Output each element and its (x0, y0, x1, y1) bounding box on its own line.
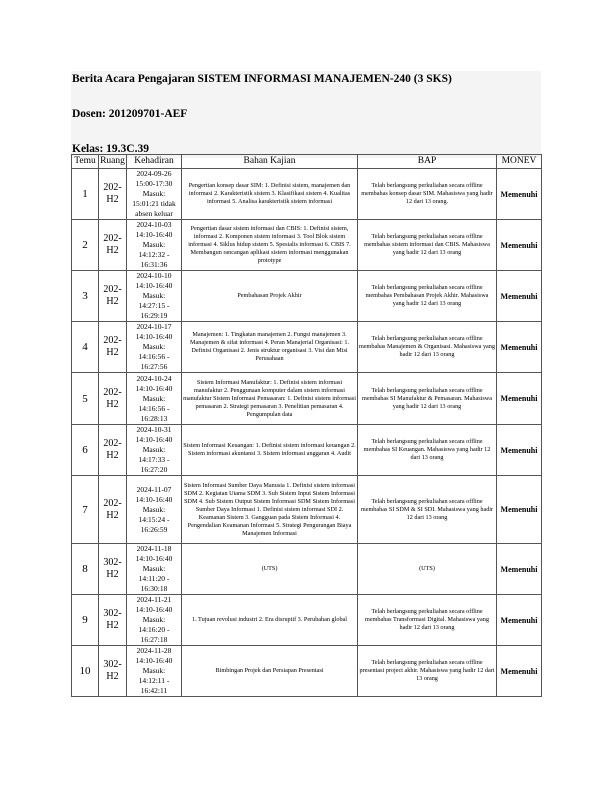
column-header-bap: BAP (358, 155, 497, 169)
attendance-line: 14:10-16:40 (135, 383, 173, 393)
attendance-line: 14:10-16:40 (135, 554, 173, 563)
meeting-number-cell: 2 (72, 220, 99, 271)
table-row (72, 544, 542, 595)
attendance-line: 2024-11-18 (136, 544, 172, 553)
class-line: Kelas: 19.3C.39 (72, 143, 149, 155)
room-cell: 302-H2 (99, 544, 127, 595)
attendance-line: 14:17:33 - (138, 455, 170, 464)
attendance-line: Masuk: (142, 240, 166, 249)
monev-cell: Memenuhi (497, 544, 542, 595)
monev-cell: Memenuhi (497, 646, 542, 697)
attendance-line: 16:27:20 (140, 465, 168, 474)
room-cell: 202-H2 (99, 476, 127, 544)
monev-cell: Memenuhi (497, 322, 542, 373)
monev-cell: Memenuhi (497, 373, 542, 425)
bap-cell: Telah berlangsung perkuliahan secara offline membahas SI Keuangan. Mahasiswa yang hadir 12 dari 13 orang (358, 425, 497, 476)
attendance-line: 16:31:36 (140, 260, 168, 269)
monev-cell: Memenuhi (497, 271, 542, 322)
document-header (71, 71, 541, 158)
attendance-line: 2024-09-26 (136, 169, 172, 178)
attendance-line: 2024-10-03 (136, 220, 172, 229)
attendance-line: 14:11:20 - (138, 574, 170, 583)
attendance-cell (127, 544, 182, 595)
bap-cell: Telah berlangsung perkuliahan secara offline membahas Transformasi Digital. Mahasiswa yang hadir 12 dari 13 orang (358, 595, 497, 646)
room-cell: 202-H2 (99, 169, 127, 220)
attendance-cell (127, 169, 182, 220)
teaching-log-table (71, 154, 542, 697)
attendance-line: absen keluar (135, 209, 173, 218)
attendance-cell (127, 271, 182, 322)
attendance-line: 14:12:11 - (138, 676, 170, 685)
column-header-ruang: Ruang (99, 155, 127, 169)
attendance-line: 16:28:13 (140, 413, 168, 423)
study-material-cell: Pengertian dasar sistem informasi dan CBIS: 1. Definisi sistem, informasi 2. Komponen sistem informasi 3. Tool Blok sistem informasi 4. Siklus hidup sistem 5. Spesialis informasi 6. CBIS 7. Membangun rancangan aplikasi sistem informasi menggunakan prototype (182, 220, 358, 271)
attendance-line: 14:10-16:40 (135, 230, 173, 239)
table-row (72, 169, 542, 220)
attendance-line: 14:10-16:40 (135, 605, 173, 614)
attendance-line: 14:12:32 - (138, 250, 170, 259)
attendance-line: 2024-11-28 (136, 646, 172, 655)
study-material-cell: Sistem Informasi Sumber Daya Manusia 1. Definisi sistem informasi SDM 2. Kegiatan Utama SDM 3. Sub Sistem Input Sistem Informasi SDM 4. Sub Sistem Output Sistem Informasi SDM Sistem Informasi Sumber Daya Informasi 1. Definisi sistem informasi SDI 2. Keamanan Sistem 3. Gangguan pada Sistem Informasi 4. Pengendalian Keamanan Informasi 5. Strategi Pengurangan Biaya Manajemen Informasi (182, 476, 358, 544)
attendance-line: 14:10-16:40 (135, 435, 173, 444)
attendance-line: 14:10-16:40 (135, 656, 173, 665)
table-row (72, 476, 542, 544)
monev-cell: Memenuhi (497, 425, 542, 476)
table-header-row (72, 155, 542, 169)
study-material-cell: 1. Tujuan revolusi industri 2. Era disruptif 3. Perubahan global (182, 595, 358, 646)
attendance-cell (127, 646, 182, 697)
bap-cell: Telah berlangsung perkuliahan secara offline membahas Manajemen & Organisasi. Mahasiswa yang hadir 12 dari 13 orang (358, 322, 497, 373)
bap-cell: Telah berlangsung perkuliahan secara offline membahas sistem informasi dan CBIS. Mahasiswa yang hadir 12 dari 13 orang (358, 220, 497, 271)
monev-cell: Memenuhi (497, 595, 542, 646)
attendance-cell (127, 476, 182, 544)
meeting-number-cell: 4 (72, 322, 99, 373)
attendance-line: 2024-10-24 (136, 373, 172, 383)
attendance-line: 16:27:18 (140, 635, 168, 644)
attendance-line: Masuk: (142, 504, 166, 514)
table-row (72, 373, 542, 425)
attendance-cell (127, 425, 182, 476)
room-cell: 302-H2 (99, 646, 127, 697)
bap-cell: Telah berlangsung perkuliahan secara offline membahas SI Manufaktur & Pemasaran. Mahasiswa yang hadir 12 dari 13 orang (358, 373, 497, 425)
room-cell: 202-H2 (99, 373, 127, 425)
room-cell: 302-H2 (99, 595, 127, 646)
table-row (72, 425, 542, 476)
meeting-number-cell: 7 (72, 476, 99, 544)
room-cell: 202-H2 (99, 425, 127, 476)
attendance-line: 2024-10-10 (136, 271, 172, 280)
meeting-number-cell: 5 (72, 373, 99, 425)
attendance-line: 14:10-16:40 (135, 281, 173, 290)
meeting-number-cell: 8 (72, 544, 99, 595)
meeting-number-cell: 1 (72, 169, 99, 220)
column-header-bahan-kajian: Bahan Kajian (182, 155, 358, 169)
attendance-line: 2024-11-21 (136, 595, 172, 604)
study-material-cell: Bimbingan Projek dan Persiapan Presentasi (182, 646, 358, 697)
attendance-line: 15:01:21 tidak (132, 199, 176, 208)
table-row (72, 595, 542, 646)
table-row (72, 322, 542, 373)
meeting-number-cell: 6 (72, 425, 99, 476)
attendance-line: 14:10-16:40 (135, 494, 173, 504)
table-row (72, 646, 542, 697)
bap-cell: Telah berlangsung perkuliahan secara offline membahas konsep dasar SIM. Mahasiswa yang hadir 12 dari 13 orang. (358, 169, 497, 220)
attendance-line: Masuk: (142, 189, 166, 198)
room-cell: 202-H2 (99, 220, 127, 271)
attendance-line: 14:16:56 - (138, 352, 170, 361)
attendance-line: 16:26:59 (140, 524, 168, 534)
monev-cell: Memenuhi (497, 169, 542, 220)
attendance-line: 16:42:11 (140, 686, 168, 695)
attendance-cell (127, 595, 182, 646)
attendance-line: Masuk: (142, 393, 166, 403)
table-body (72, 169, 542, 697)
room-cell: 202-H2 (99, 322, 127, 373)
attendance-cell (127, 322, 182, 373)
monev-cell: Memenuhi (497, 476, 542, 544)
meeting-number-cell: 3 (72, 271, 99, 322)
study-material-cell: Sistem Informasi Keuangan: 1. Definisi sistem informasi keuangan 2. Sistem informasi akuntansi 3. Sistem informasi anggaran 4. Audit (182, 425, 358, 476)
attendance-cell (127, 373, 182, 425)
attendance-line: 16:27:56 (140, 362, 168, 371)
attendance-line: 14:15:24 - (138, 514, 170, 524)
attendance-line: 14:16:20 - (138, 625, 170, 634)
attendance-line: Masuk: (142, 615, 166, 624)
column-header-monev: MONEV (497, 155, 542, 169)
document-title: Berita Acara Pengajaran SISTEM INFORMASI MANAJEMEN-240 (3 SKS) (72, 73, 452, 85)
table-row (72, 220, 542, 271)
attendance-line: 14:16:56 - (138, 403, 170, 413)
study-material-cell: Pembahasan Projek Akhir (182, 271, 358, 322)
attendance-line: 16:30:18 (140, 584, 168, 593)
attendance-line: Masuk: (142, 342, 166, 351)
attendance-line: 15:00-17:30 (135, 179, 173, 188)
attendance-line: 2024-11-07 (136, 484, 172, 494)
attendance-line: 2024-10-17 (136, 322, 172, 331)
bap-cell: Telah berlangsung perkuliahan secara offline membahas SI SDM & SI SDI. Mahasiswa yang hadir 12 dari 13 orang (358, 476, 497, 544)
meeting-number-cell: 9 (72, 595, 99, 646)
column-header-kehadiran: Kehadiran (127, 155, 182, 169)
room-cell: 202-H2 (99, 271, 127, 322)
study-material-cell: (UTS) (182, 544, 358, 595)
attendance-line: Masuk: (142, 291, 166, 300)
attendance-cell (127, 220, 182, 271)
attendance-line: 14:27:15 - (138, 301, 170, 310)
attendance-line: 14:10-16:40 (135, 332, 173, 341)
attendance-line: Masuk: (142, 564, 166, 573)
attendance-line: 2024-10-31 (136, 425, 172, 434)
study-material-cell: Manajemen: 1. Tingkatan manajemen 2. Fungsi manajemen 3. Manajemen & sifat informasi 4. Peran Manajerial Organisasi: 1. Definisi Organisasi 2. Jenis struktur organisasi 3. Visi dan Misi Perusahaan (182, 322, 358, 373)
lecturer-line: Dosen: 201209701-AEF (72, 108, 188, 120)
column-header-temu: Temu (72, 155, 99, 169)
attendance-line: 16:29:19 (140, 311, 168, 320)
bap-cell: Telah berlangsung perkuliahan secara offline presentasi project akhir. Mahasiswa yang hadir 12 dari 13 orang (358, 646, 497, 697)
table-row (72, 271, 542, 322)
meeting-number-cell: 10 (72, 646, 99, 697)
monev-cell: Memenuhi (497, 220, 542, 271)
study-material-cell: Sistem Informasi Manufaktur: 1. Definisi sistem informasi manufaktur 2. Penggunaan komputer dalam sistem informasi manufaktur Sistem Informasi Pemasaran: 1. Definisi sistem informasi pemasaran 2. Strategi pemasaran 3. Penelitian pemasaran 4. Pengumpulan data (182, 373, 358, 425)
attendance-line: Masuk: (142, 666, 166, 675)
study-material-cell: Pengertian konsep dasar SIM: 1. Definisi sistem, manajemen dan informasi 2. Karakteristik sistem 3. Klasifikasi sistem 4. Kualitas informasi 5. Analisa karakteristik sistem informasi (182, 169, 358, 220)
attendance-line: Masuk: (142, 445, 166, 454)
bap-cell: Telah berlangsung perkuliahan secara offline membahas Pembahasan Projek Akhir. Mahasiswa yang hadir 12 dari 13 orang (358, 271, 497, 322)
bap-cell: (UTS) (358, 544, 497, 595)
